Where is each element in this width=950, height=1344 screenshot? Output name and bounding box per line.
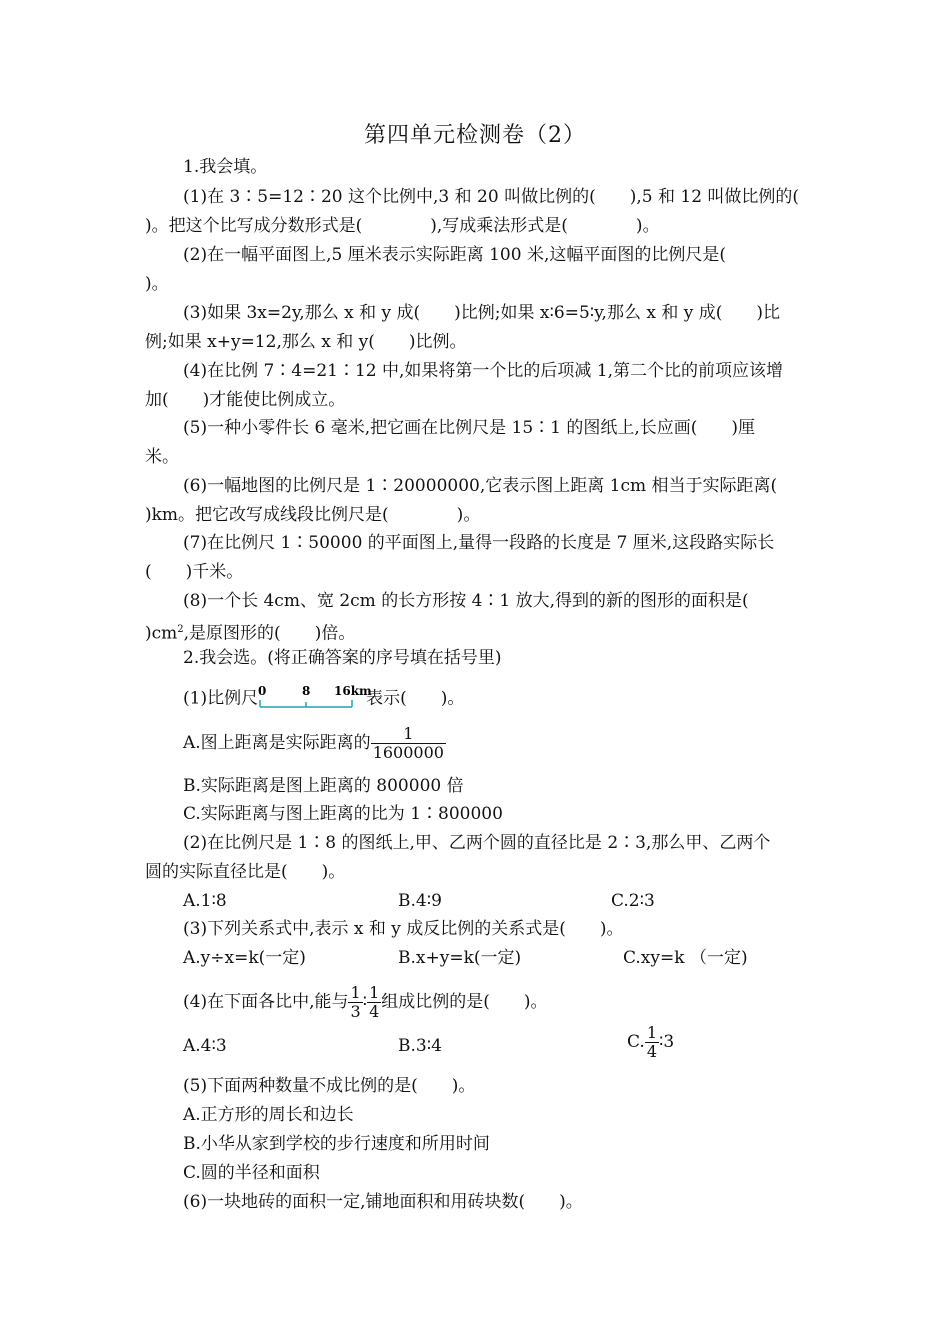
q1-4-line-2: 加( )才能使比例成立。 bbox=[145, 390, 346, 410]
q2-1-option-c: C.实际距离与图上距离的比为 1∶800000 bbox=[183, 804, 503, 824]
fraction bbox=[367, 984, 381, 1021]
section-2-heading: 2.我会选。(将正确答案的序号填在括号里) bbox=[183, 648, 502, 668]
fraction-numerator: 1 bbox=[371, 725, 446, 744]
q2-4-stem bbox=[183, 984, 548, 1021]
q2-3-option-c: C.xy=k （一定) bbox=[623, 948, 748, 968]
q2-3-stem: (3)下列关系式中,表示 x 和 y 成反比例的关系式是( )。 bbox=[183, 919, 624, 939]
q1-1-line-2: )。把这个比写成分数形式是( ),写成乘法形式是( )。 bbox=[145, 216, 660, 236]
fraction bbox=[645, 1024, 659, 1061]
q1-5-line-1: (5)一种小零件长 6 毫米,把它画在比例尺是 15∶1 的图纸上,长应画( )厘 bbox=[183, 418, 756, 438]
scale-label-16km: 16km bbox=[334, 684, 372, 698]
q2-2-option-c: C.2∶3 bbox=[611, 891, 655, 911]
q2-2-line-2: 圆的实际直径比是( )。 bbox=[145, 862, 346, 882]
q2-1-text-b: 表示( )。 bbox=[366, 688, 465, 709]
q1-8-text-b: ,是原图形的( )倍。 bbox=[183, 623, 356, 644]
q2-1-text-a: (1)比例尺 bbox=[183, 688, 259, 709]
fraction bbox=[348, 984, 362, 1021]
q1-8-superscript: 2 bbox=[177, 624, 184, 635]
q2-4-text-a: (4)在下面各比中,能与 bbox=[183, 992, 349, 1012]
fraction-denominator: 4 bbox=[646, 1042, 657, 1061]
q2-4-option-a: A.4∶3 bbox=[183, 1036, 227, 1056]
q1-2-line-1: (2)在一幅平面图上,5 厘米表示实际距离 100 米,这幅平面图的比例尺是( bbox=[183, 245, 726, 265]
q2-5-option-a: A.正方形的周长和边长 bbox=[183, 1105, 354, 1125]
q2-1-option-b: B.实际距离是图上距离的 800000 倍 bbox=[183, 776, 464, 796]
q1-8-text-a: )cm bbox=[145, 623, 178, 644]
fraction-denominator: 4 bbox=[369, 1002, 380, 1021]
q2-1-stem bbox=[183, 685, 464, 713]
q2-4-text-b: 组成比例的是( )。 bbox=[381, 992, 548, 1012]
ratio-colon: ∶ bbox=[362, 992, 368, 1012]
q2-5-option-b: B.小华从家到学校的步行速度和所用时间 bbox=[183, 1134, 490, 1154]
q2-4-option-b: B.3∶4 bbox=[398, 1036, 442, 1056]
q1-2-line-2: )。 bbox=[145, 274, 169, 294]
page-title: 第四单元检测卷（2） bbox=[364, 123, 586, 148]
q1-8-line-2 bbox=[145, 619, 355, 645]
q2-5-stem: (5)下面两种数量不成比例的是( )。 bbox=[183, 1076, 476, 1096]
q2-6-stem: (6)一块地砖的面积一定,铺地面积和用砖块数( )。 bbox=[183, 1192, 583, 1212]
q2-4-option-c-ratio: ∶3 bbox=[659, 1032, 675, 1052]
q1-5-line-2: 米。 bbox=[145, 447, 179, 467]
q2-3-option-b: B.x+y=k(一定) bbox=[398, 948, 522, 968]
q2-2-option-b: B.4∶9 bbox=[398, 891, 442, 911]
q2-3-option-a: A.y÷x=k(一定) bbox=[183, 948, 306, 968]
fraction-numerator: 1 bbox=[350, 983, 361, 1002]
fraction-denominator: 3 bbox=[350, 1002, 361, 1021]
section-1-heading: 1.我会填。 bbox=[183, 157, 268, 177]
fraction-numerator: 1 bbox=[369, 983, 380, 1002]
q2-2-option-a: A.1∶8 bbox=[183, 891, 227, 911]
q1-7-line-2: ( )千米。 bbox=[145, 562, 244, 582]
q1-6-line-2: )km。把它改写成线段比例尺是( )。 bbox=[145, 505, 481, 525]
fraction-numerator: 1 bbox=[646, 1023, 657, 1042]
q2-2-line-1: (2)在比例尺是 1∶8 的图纸上,甲、乙两个圆的直径比是 2∶3,那么甲、乙两个 bbox=[183, 833, 771, 853]
q1-3-line-1: (3)如果 3x=2y,那么 x 和 y 成( )比例;如果 x∶6=5∶y,那么 x 和 y 成( )比 bbox=[183, 303, 781, 323]
q2-5-option-c: C.圆的半径和面积 bbox=[183, 1163, 320, 1183]
scale-label-0: 0 bbox=[258, 684, 267, 698]
q2-1-option-a bbox=[183, 725, 446, 762]
scale-label-8: 8 bbox=[302, 684, 311, 698]
q1-3-line-2: 例;如果 x+y=12,那么 x 和 y( )比例。 bbox=[145, 332, 467, 352]
q1-8-line-1: (8)一个长 4cm、宽 2cm 的长方形按 4∶1 放大,得到的新的图形的面积是( bbox=[183, 591, 749, 611]
fraction-denominator: 1600000 bbox=[372, 743, 444, 762]
q2-4-option-c bbox=[627, 1024, 674, 1061]
q2-1-option-a-text: A.图上距离是实际距离的 bbox=[183, 733, 371, 753]
q2-4-option-c-label: C. bbox=[627, 1032, 645, 1052]
fraction bbox=[371, 725, 446, 762]
q1-6-line-1: (6)一幅地图的比例尺是 1∶20000000,它表示图上距离 1cm 相当于实际距离( bbox=[183, 476, 778, 496]
q1-4-line-1: (4)在比例 7∶4=21∶12 中,如果将第一个比的后项减 1,第二个比的前项应该增 bbox=[183, 361, 784, 381]
q1-1-line-1: (1)在 3∶5=12∶20 这个比例中,3 和 20 叫做比例的( ),5 和 12 叫做比例的( bbox=[183, 187, 800, 207]
q1-7-line-1: (7)在比例尺 1∶50000 的平面图上,量得一段路的长度是 7 厘米,这段路实际长 bbox=[183, 533, 775, 553]
line-scale-diagram bbox=[258, 684, 372, 713]
